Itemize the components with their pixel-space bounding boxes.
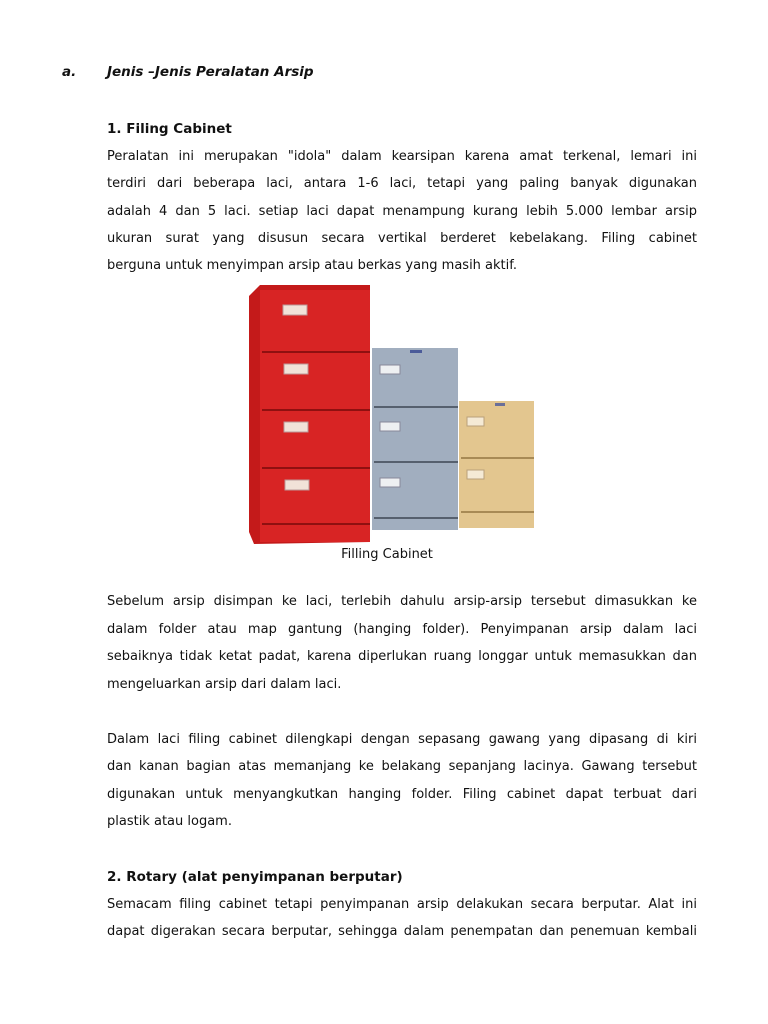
gray-cabinet xyxy=(372,348,458,530)
paragraph-line: sebaiknya tidak ketat padat, karena diperlukan ruang longgar untuk memasukkan dan xyxy=(107,649,697,664)
paragraph-line: ukuran surat yang disusun secara vertikal berderet kebelakang. Filing cabinet xyxy=(107,231,697,246)
paragraph-line: dapat digerakan secara berputar, sehingga dalam penempatan dan penemuan kembali xyxy=(107,924,697,939)
figure-caption: Filling Cabinet xyxy=(341,547,433,562)
paragraph-line: dalam folder atau map gantung (hanging folder). Penyimpanan arsip dalam laci xyxy=(107,622,697,637)
paragraph-line: digunakan untuk menyangkutkan hanging folder. Filing cabinet dapat terbuat dari xyxy=(107,787,697,802)
paragraph-line: terdiri dari beberapa laci, antara 1-6 laci, tetapi yang paling banyak digunakan xyxy=(107,176,697,191)
paragraph-line: mengeluarkan arsip dari dalam laci. xyxy=(107,677,342,692)
heading-marker: a. xyxy=(62,64,77,80)
beige-cabinet xyxy=(459,401,534,528)
paragraph-line: plastik atau logam. xyxy=(107,814,232,829)
section-title: 1. Filing Cabinet xyxy=(107,121,232,137)
paragraph-line: berguna untuk menyimpan arsip atau berkas yang masih aktif. xyxy=(107,258,518,273)
paragraph-line: Dalam laci filing cabinet dilengkapi dengan sepasang gawang yang dipasang di kiri xyxy=(107,732,697,747)
paragraph-line: Peralatan ini merupakan "idola" dalam kearsipan karena amat terkenal, lemari ini xyxy=(107,149,697,164)
section-title: 2. Rotary (alat penyimpanan berputar) xyxy=(107,869,403,885)
paragraph-line: Semacam filing cabinet tetapi penyimpanan arsip delakukan secara berputar. Alat ini xyxy=(107,897,697,912)
paragraph-line: Sebelum arsip disimpan ke laci, terlebih dahulu arsip-arsip tersebut dimasukkan ke xyxy=(107,594,697,609)
red-cabinet xyxy=(249,285,370,544)
paragraph-line: adalah 4 dan 5 laci. setiap laci dapat menampung kurang lebih 5.000 lembar arsip xyxy=(107,204,697,219)
paragraph-line: dan kanan bagian atas memanjang ke belakang sepanjang lacinya. Gawang tersebut xyxy=(107,759,697,774)
page-title: Jenis –Jenis Peralatan Arsip xyxy=(107,64,314,80)
filing-cabinet-image xyxy=(240,282,540,547)
